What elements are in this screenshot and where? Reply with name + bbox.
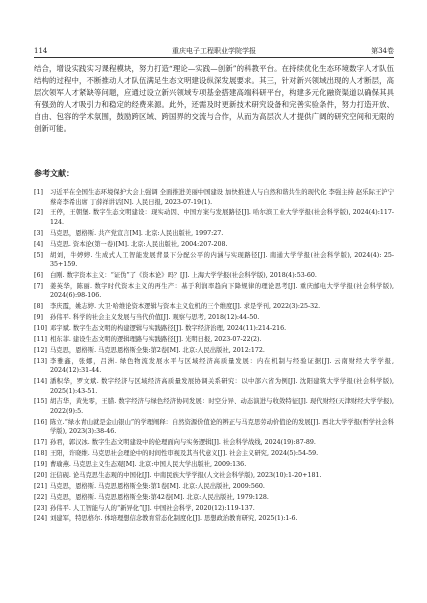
reference-item — [34, 188, 394, 207]
journal-title: 重庆电子工程职业学院学报 — [172, 47, 256, 55]
reference-number: [18] — [34, 450, 47, 458]
reference-text: 孙伟平. 人工智能与人的“新异化”[J]. 中国社会科学, 2020(12):119-137. — [50, 504, 255, 512]
reference-item — [34, 229, 394, 239]
reference-item — [34, 357, 394, 376]
reference-text: 李庆霞，姚志婷. 大卫·哈维论资本逻辑与资本主义危机的三个维度[J]. 求是学刊, 2022(3):25-32. — [50, 303, 321, 311]
reference-item — [34, 313, 394, 323]
reference-item — [34, 438, 394, 448]
reference-number: [14] — [34, 378, 47, 386]
reference-text: 马克思，恩格斯. 马克思恩格斯全集:第1卷[M]. 北京:人民出版社, 2009:560. — [50, 482, 265, 490]
reference-number: [6] — [34, 271, 43, 279]
reference-item — [34, 514, 394, 524]
reference-number: [21] — [34, 482, 47, 490]
body-paragraph: 结合，增设实践实习课程模块，努力打造“理论—实践—创新”的科教平台。在持续优化生态环境数字人才队伍结构的过程中，不断推动人才队伍满足生态文明建设纵深发展要求。其三，针对新兴领域出现的人才断层，高层次领军人才紧缺等问题，应通过设立新兴领域专项基金搭建高端科研平台，构建多元化融资渠道以确保其具有强劲的人才吸引力和稳定的经费来源。此外，还需及时更新技术研究设备和完善实验条件，努力打造开放、自由、包容的学术氛围，鼓励跨区域、跨国界的交流与合作，从而为高层次人才提供广阔的研究空间和无限的创新可能。 — [34, 64, 394, 133]
reference-number: [17] — [34, 439, 47, 447]
reference-number: [13] — [34, 357, 47, 365]
reference-number: [3] — [34, 229, 43, 237]
reference-text: 姜英华，陈丽. 数字时代资本主义的再生产：基于利润率趋向下降规律的理论思考[J]. 重庆邮电大学学报(社会科学版), 2024(6):98-106. — [50, 282, 394, 300]
reference-item — [34, 324, 394, 334]
reference-item — [34, 346, 394, 356]
reference-text: 马克思，恩格斯. 共产党宣言[M]. 北京:人民出版社, 1997:27. — [50, 229, 224, 237]
reference-item — [34, 282, 394, 301]
reference-text: 胡刘，牛婷婷. 生成式人工智能发展背景下分配公平的内涵与实现路径[J]. 南通大学学报(社会科学版), 2024(4): 25-35+159. — [50, 251, 394, 269]
reference-text: 孙君，郭汉冰. 数字生态文明建设中的伦理面向与实务逻辑[J]. 社会科学战线, 2024(19):87-89. — [50, 439, 316, 447]
reference-item — [34, 271, 394, 281]
reference-number: [22] — [34, 493, 47, 501]
reference-list — [34, 188, 394, 525]
reference-number: [23] — [34, 504, 47, 512]
reference-item — [34, 471, 394, 481]
reference-text: 王停，王朝堡. 数字生态文明建设：现实动因、中国方案与发展路径[J]. 哈尔滨工业大学学报(社会科学版), 2024(4):117-124. — [50, 209, 394, 226]
reference-text: 胡吉华，黄先零，王腊. 数字经济与绿色经济协同发展：时空分异、动态演进与收敛特征[J]. 现代财经(天津财经大学学报), 2022(9):5. — [50, 398, 394, 415]
reference-text: 刘建军，特思格尔. 体培理想信念教育常态化制度化[J]. 思想政治教育研究, 2025(1):1-6. — [50, 515, 298, 523]
reference-number: [2] — [34, 209, 43, 217]
reference-item — [34, 335, 394, 345]
reference-text: 曹瑜燕. 马克思主义生态观[M]. 北京:中国人民大学出版社, 2009:136. — [50, 461, 247, 469]
reference-text: 陈立.“绿水青山就是金山银山”的学理阐释：自然资源价值论的辨正与马克思劳动价值论的发展[J]. 西北大学学报(哲学社会科学版), 2023(3):38-46. — [50, 418, 394, 436]
reference-number: [10] — [34, 325, 47, 333]
reference-item — [34, 251, 394, 270]
body-paragraph-block — [34, 63, 394, 134]
reference-number: [1] — [34, 189, 43, 196]
reference-item — [34, 418, 394, 437]
reference-number: [4] — [34, 240, 43, 248]
reference-text: 白刚. 数字资本主义：“证伪”了《资本论》吗？[J]. 上海大学学报(社会科学版), 2018(4):53-60. — [50, 271, 317, 279]
reference-text: 习近平在全国生态环境保护大会上强调 全面推进美丽中国建设 加快推进人与自然和谐共生的现代化 李强主持 赵乐际王沪宁蔡奇李希出席 丁薛祥讲话[N]. 人民日报, 2023-07-19(1). — [50, 189, 394, 206]
reference-text: 马克思，恩格斯. 马克思恩格斯全集:第2卷[M]. 北京:人民出版社, 2012:172. — [50, 346, 265, 354]
reference-number: [5] — [34, 251, 43, 259]
reference-number: [12] — [34, 346, 47, 354]
reference-number: [11] — [34, 335, 47, 343]
reference-text: 李雅鑫，张娜，吕洲. 绿色物流发展水平与区域经济高质量发展：内在机制与经验证据[J]. 云南财经大学学报, 2024(12):31-44. — [50, 357, 394, 375]
references-heading: 参考文献： — [34, 169, 74, 178]
reference-number: [8] — [34, 303, 43, 311]
reference-number: [20] — [34, 471, 47, 479]
reference-item — [34, 397, 394, 416]
reference-number: [24] — [34, 515, 47, 523]
reference-item — [34, 240, 394, 250]
reference-item — [34, 377, 394, 396]
reference-text: 相东菲. 建设生态文明的逻辑理路与实践路径[J]. 光明日报, 2023-07-22(2). — [50, 335, 262, 343]
reference-number: [15] — [34, 398, 47, 406]
reference-item — [34, 504, 394, 514]
reference-text: 邓宇斌. 数字生态文明的构建逻辑与实践路径[J]. 数字经济治理, 2024(11):214-216. — [50, 325, 287, 333]
reference-number: [9] — [34, 314, 43, 322]
reference-text: 潘积华，罗文斌. 数字经济与区域经济高质量发展协调关系研究：以中部六省为例[J]. 沈阳建筑大学学报(社会科学版), 2025(1):43-51. — [50, 378, 394, 395]
reference-item — [34, 208, 394, 227]
reference-item — [34, 302, 394, 312]
reference-item — [34, 493, 394, 503]
reference-number: [19] — [34, 461, 47, 469]
page-number: 114 — [34, 47, 48, 55]
reference-number: [16] — [34, 418, 47, 426]
page-header — [34, 45, 394, 58]
reference-item — [34, 460, 394, 470]
reference-item — [34, 449, 394, 459]
reference-text: 马克思，恩格斯. 马克思恩格斯全集:第42卷[M]. 北京:人民出版社, 1979:128. — [50, 493, 269, 501]
reference-number: [7] — [34, 282, 43, 290]
reference-text: 汪信砚. 论马克思生态观的中国化[J]. 中南民族大学学报(人文社会科学版), 2023(10):1-20+181. — [50, 471, 322, 479]
reference-item — [34, 482, 394, 492]
volume-label: 第34卷 — [371, 47, 394, 55]
reference-text: 马克思. 资本论(第一卷)[M]. 北京:人民出版社, 2004:207-208. — [50, 240, 228, 248]
reference-text: 孙伟平. 科学的社会主义发展与当代价值[J]. 观察与思考, 2018(12):44-50. — [50, 314, 260, 322]
reference-text: 王阳，许晓维. 马克思社会理论中的时间性审视及其当代意义[J]. 社会主义研究, 2024(5):54-59. — [50, 450, 319, 458]
